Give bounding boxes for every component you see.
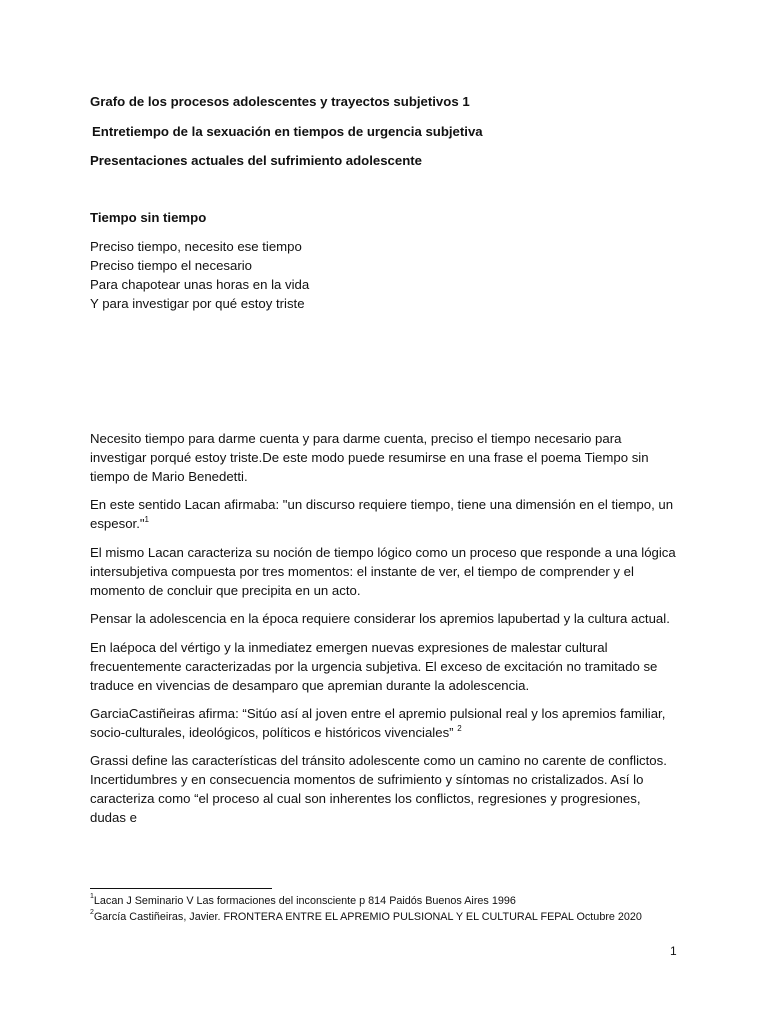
footnote-text: García Castiñeiras, Javier. FRONTERA ENTRE EL APREMIO PULSIONAL Y EL CULTURAL FEPAL Octubre 2020 — [93, 911, 642, 923]
paragraph-text: En laépoca del vértigo y la inmediatez emergen nuevas expresiones de malestar cultural frecuentemente caracterizadas por la urgencia subjetiva. El exceso de excitación no tramitado se traduce en vivencias de desamparo que apremian durante la adolescencia. — [90, 640, 658, 693]
paragraph-text-span: GarciaCastiñeiras afirma: “Sitúo así al joven entre el apremio pulsional real y los apremios familiar, socio-culturales, ideológicos, políticos e históricos vivenciales” — [90, 706, 666, 740]
paragraph — [90, 751, 680, 827]
paragraph-text: Grassi define las características del tránsito adolescente como un camino no carente de conflictos. Incertidumbres y en consecuencia momentos de sufrimiento y síntomas no cristalizados. Así lo caracteriza como “el proceso al cual son inherentes los conflictos, regresiones y progresiones, dudas e — [90, 753, 667, 825]
poem-title: Tiempo sin tiempo — [90, 210, 207, 225]
paragraph — [90, 429, 680, 486]
paragraph-text — [90, 495, 680, 533]
heading-title: Grafo de los procesos adolescentes y trayectos subjetivos 1 — [90, 94, 470, 109]
poem-line: Preciso tiempo, necesito ese tiempo — [90, 239, 302, 254]
footnote-ref: 2 — [457, 723, 462, 733]
paragraph-text: El mismo Lacan caracteriza su noción de tiempo lógico como un proceso que responde a una lógica intersubjetiva compuesta por tres momentos: el instante de ver, el tiempo de comprender y el momento de concluir que precipita en un acto. — [90, 545, 676, 598]
paragraph-text: Necesito tiempo para darme cuenta y para darme cuenta, preciso el tiempo necesario para investigar porqué estoy triste.De este modo puede resumirse en una frase el poema Tiempo sin tiempo de Mario Benedetti. — [90, 431, 649, 484]
paragraph — [90, 543, 680, 600]
footnote — [90, 894, 516, 908]
paragraph — [90, 609, 680, 628]
footnote-divider — [90, 888, 272, 889]
footnote-number: 2 — [90, 909, 94, 917]
paragraph-text-span: En este sentido Lacan afirmaba: "un discurso requiere tiempo, tiene una dimensión en el tiempo, un espesor." — [90, 497, 674, 531]
poem-line: Preciso tiempo el necesario — [90, 258, 252, 273]
footnote — [90, 910, 642, 924]
poem-line: Y para investigar por qué estoy triste — [90, 296, 305, 311]
paragraph — [90, 638, 680, 695]
footnote-text: Lacan J Seminario V Las formaciones del inconsciente p 814 Paidós Buenos Aires 1996 — [93, 895, 516, 907]
footnote-number: 1 — [90, 893, 94, 901]
heading-presentations: Presentaciones actuales del sufrimiento adolescente — [90, 153, 423, 168]
heading-subtitle: Entretiempo de la sexuación en tiempos de urgencia subjetiva — [92, 124, 483, 139]
footnote-ref: 1 — [144, 514, 149, 524]
paragraph — [90, 704, 680, 742]
page-number: 1 — [670, 944, 677, 958]
paragraph-text — [90, 704, 680, 742]
paragraph — [90, 495, 680, 533]
paragraph-text: Pensar la adolescencia en la época requiere considerar los apremios lapubertad y la cultura actual. — [90, 611, 670, 626]
poem-line: Para chapotear unas horas en la vida — [90, 277, 310, 292]
